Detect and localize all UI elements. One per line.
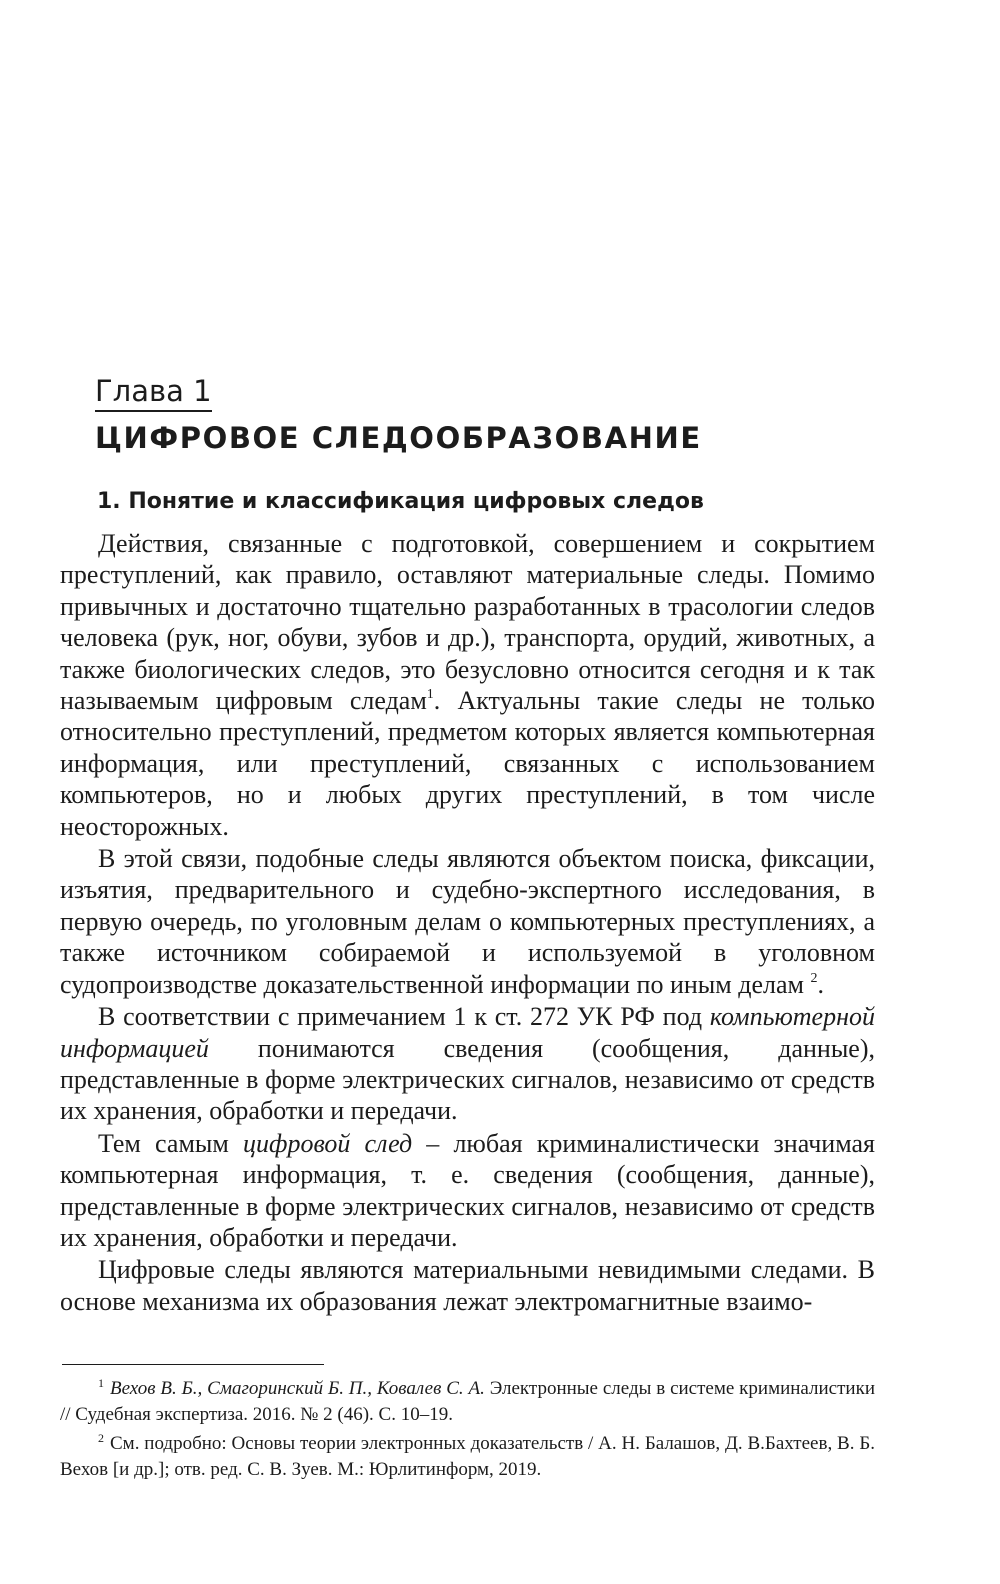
footnote-2-text: См. подробно: Основы теории электронных доказательств / А. Н. Балашов, Д. В.Бахтеев, В. Б. Вехов [и др.]; отв. ред. С. В. Зуев. М.: Юрлитинформ, 2019. xyxy=(60,1433,875,1480)
footnote-1 xyxy=(60,1376,875,1428)
paragraph-5: Цифровые следы являются материальными невидимыми следами. В основе механизма их образования лежат электромагнитные взаимо- xyxy=(60,1255,875,1316)
term-computer-information: компьютерной информацией xyxy=(60,1002,875,1063)
footnote-1-authors: Вехов В. Б., Смагоринский Б. П., Ковалев С. А. xyxy=(110,1378,485,1399)
chapter-title: ЦИФРОВОЕ СЛЕДООБРАЗОВАНИЕ xyxy=(95,421,702,455)
paragraph-1-text-b: . Актуальны такие следы не только относительно преступлений, предметом которых является компьютерная информация, или преступлений, связанных с использованием компьютеров, но и любых других преступлений, в том числе неосторожных. xyxy=(60,686,876,841)
paragraph-2-text-a: В этой связи, подобные следы являются объектом поиска, фиксации, изъятия, предварительного и судебно-экспертного исследования, в первую очередь, по уголовным делам о компьютерных преступлениях, а также источником собираемой и используемой в уголовном судопроизводстве доказательственной информации по иным делам xyxy=(60,844,875,999)
paragraph-4-text-b: – любая криминалистически значимая компьютерная информация, т. е. сведения (сообщения, данные), представленные в форме электрических сигналов, независимо от средств их хранения, обработки и передачи. xyxy=(60,1128,875,1252)
footnotes xyxy=(60,1376,875,1486)
main-text xyxy=(60,528,875,1318)
section-title: 1. Понятие и классификация цифровых следов xyxy=(97,489,704,514)
paragraph-3-text-b: понимаются сведения (сообщения, данные), представленные в форме электрических сигналов, независимо от средств их хранения, обработки и передачи. xyxy=(60,1033,875,1126)
footnote-2-number: 2 xyxy=(98,1431,104,1445)
paragraph-2 xyxy=(60,843,875,1000)
paragraph-1 xyxy=(60,528,875,842)
term-digital-trace: цифровой след xyxy=(242,1128,413,1158)
paragraph-1-text-a: Действия, связанные с подготовкой, совершением и сокрытием преступлений, как правило, оставляют материальные следы. Помимо привычных и достаточно тщательно разработанных в трасологии следов человека (рук, ног, обуви, зубов и др.), транспорта, орудий, животных, а также биологических следов, это безусловно относится сегодня и к так называемым цифровым следам xyxy=(60,529,875,716)
chapter-label: Глава 1 xyxy=(95,372,212,412)
paragraph-2-text-b: . xyxy=(817,969,824,999)
paragraph-4 xyxy=(60,1128,875,1254)
paragraph-3 xyxy=(60,1001,875,1127)
footnote-2 xyxy=(60,1431,875,1483)
paragraph-3-text-a: В соответствии с примечанием 1 к ст. 272 УК РФ под xyxy=(98,1002,710,1032)
footnote-ref-1: 1 xyxy=(426,687,434,703)
footnote-ref-2: 2 xyxy=(810,970,818,986)
paragraph-4-text-a: Тем самым xyxy=(98,1128,243,1158)
footnote-1-number: 1 xyxy=(98,1376,104,1390)
footnote-divider xyxy=(62,1364,324,1365)
footnote-1-text: Электронные следы в системе криминалистики // Судебная экспертиза. 2016. № 2 (46). С. 10–19. xyxy=(60,1378,875,1425)
